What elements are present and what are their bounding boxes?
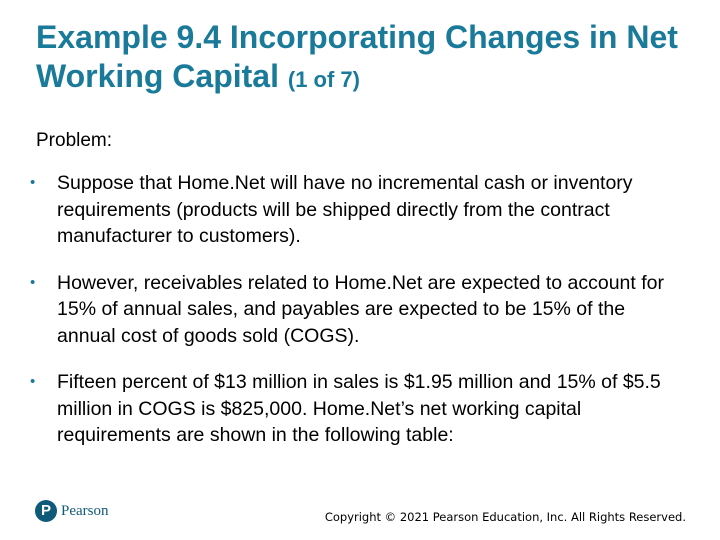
pearson-logo-text: Pearson	[61, 502, 109, 519]
bullet-text: Suppose that Home.Net will have no incremental cash or inventory requirements (products will be shipped directly from the contract manufacturer to customers).	[57, 172, 633, 247]
slide-title	[36, 18, 696, 99]
slide-title-main: Example 9.4 Incorporating Changes in Net Working Capital	[36, 19, 678, 94]
bullet-marker: •	[30, 273, 36, 291]
copyright-notice: Copyright © 2021 Pearson Education, Inc. All Rights Reserved.	[324, 510, 686, 524]
bullet-item	[30, 270, 680, 350]
bullet-marker: •	[30, 174, 36, 191]
problem-label: Problem:	[36, 130, 113, 151]
bullet-marker: •	[30, 373, 36, 390]
pearson-logo-icon: P	[35, 500, 57, 522]
slide-title-part: (1 of 7)	[287, 67, 360, 92]
bullet-text: Fifteen percent of $13 million in sales is $1.95 million and 15% of $5.5 million in COGS is $825,000. Home.Net’s net working capital requirements are shown in the following table:	[57, 371, 661, 446]
bullet-list	[30, 170, 680, 469]
bullet-item	[30, 369, 680, 449]
bullet-text: However, receivables related to Home.Net are expected to account for 15% of annual sales, and payables are expected to be 15% of the annual cost of goods sold (COGS).	[57, 271, 664, 347]
pearson-logo	[35, 500, 109, 522]
bullet-item	[30, 170, 680, 250]
